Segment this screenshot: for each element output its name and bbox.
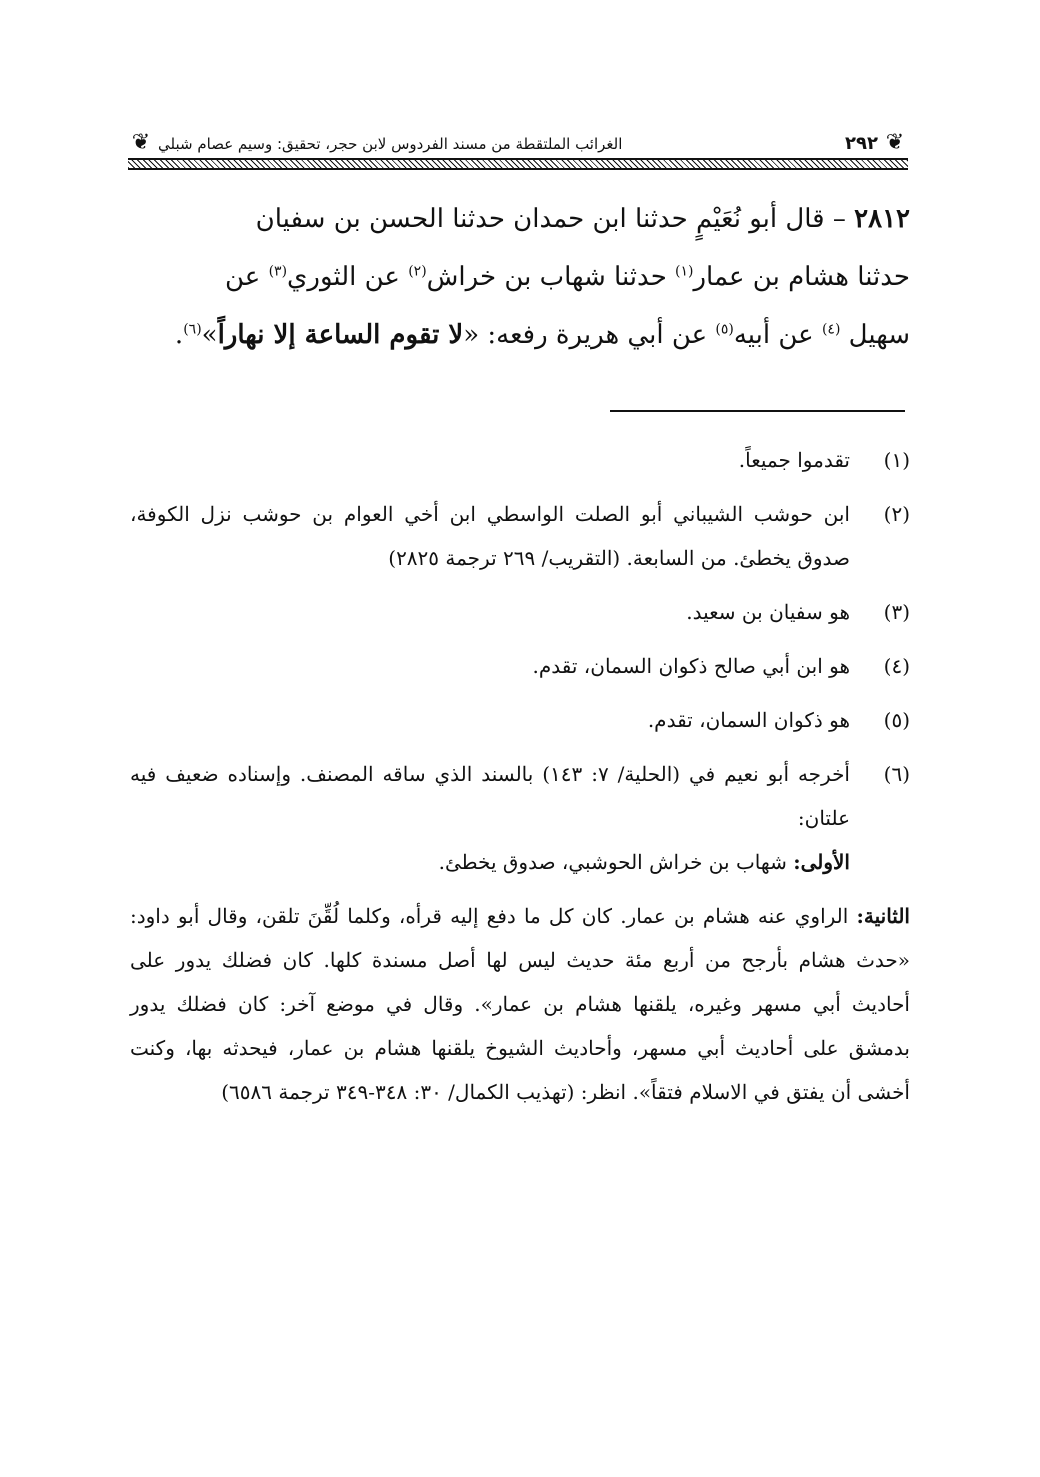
footnote-text: تقدموا جميعاً. <box>738 448 850 472</box>
footnotes <box>130 438 910 1114</box>
hadith-text-segment: . <box>174 320 184 350</box>
footnote-6 <box>130 752 910 884</box>
hadith-text-segment: حدثنا شهاب بن خراش <box>426 262 676 292</box>
footnote-ref-3: (٣) <box>268 263 288 280</box>
first-text: شهاب بن خراش الحوشبي، صدوق يخطئ. <box>438 850 794 874</box>
footnote-6-continuation <box>130 894 910 1114</box>
footnote-number: (٥) <box>883 708 910 732</box>
footnote-3 <box>130 590 910 634</box>
hadith-text-segment: سهيل <box>840 320 910 350</box>
footnote-separator <box>610 410 905 412</box>
footnote-ref-2: (٢) <box>408 263 427 280</box>
running-title: الغرائب الملتقطة من مسند الفردوس لابن حجر، تحقيق: وسيم عصام شبلي <box>158 135 623 153</box>
header-rule <box>128 158 908 170</box>
footnote-number: (١) <box>883 448 910 472</box>
hadith-line-3 <box>130 306 910 364</box>
footnote-6-intro: أخرجه أبو نعيم في (الحلية/ ٧: ١٤٣) بالسند الذي ساقه المصنف. وإسناده ضعيف فيه علتان: <box>130 762 850 830</box>
footnote-number: (٣) <box>883 600 910 624</box>
hadith-text-segment: عن أبي هريرة رفعه: « <box>463 320 716 350</box>
hadith-line-1-text: – قال أبو نُعَيْمٍ حدثنا ابن حمدان حدثنا الحسن بن سفيان <box>255 204 846 234</box>
second-label: الثانية: <box>856 904 910 928</box>
page-header <box>128 128 908 170</box>
footnote-text: ابن حوشب الشيباني أبو الصلت الواسطي ابن أخي العوام بن حوشب نزل الكوفة، صدوق يخطئ. من السابعة. (التقريب/ ٢٦٩ ترجمة ٢٨٢٥) <box>130 502 850 570</box>
hadith-text-segment: » <box>201 320 218 350</box>
page-number: ٢٩٢ <box>845 133 878 154</box>
footnote-text: هو ابن أبي صالح ذكوان السمان، تقدم. <box>532 654 850 678</box>
footnote-6-second <box>130 894 910 1114</box>
footnote-text: هو سفيان بن سعيد. <box>686 600 850 624</box>
footnote-2 <box>130 492 910 580</box>
ornament-right-icon: ❦ <box>885 130 905 155</box>
footnote-ref-1: (١) <box>675 263 694 280</box>
footnote-4 <box>130 644 910 688</box>
hadith-text <box>130 190 910 364</box>
footnote-1 <box>130 438 910 482</box>
footnote-5 <box>130 698 910 742</box>
header-text <box>158 134 878 154</box>
first-label: الأولى: <box>793 850 850 874</box>
ornament-left-icon: ❦ <box>131 130 151 155</box>
hadith-text-segment: عن أبيه <box>733 320 822 350</box>
footnote-ref-4: (٤) <box>821 321 841 338</box>
footnote-number: (٢) <box>883 502 910 526</box>
second-text: الراوي عنه هشام بن عمار. كان كل ما دفع إليه قرأه، وكلما لُقِّنَ تلقن، وقال أبو داود: «حدث هشام بأرجح من أربع مئة حديث ليس لها أصل مسندة كلها. كان فضلك يدور على أحاديث أبي مسهر وغيره، يلقنها هشام بن عمار». وقال في موضع آخر: كان فضلك يدور بدمشق على أحاديث أبي مسهر، وأحاديث الشيوخ يلقنها هشام بن عمار، فيحدثه بها، وكنت أخشى أن يفتق في الاسلام فتقاً». انظر: (تهذيب الكمال/ ٣٠: ٣٤٨-٣٤٩ ترجمة ٦٥٨٦) <box>130 904 910 1104</box>
footnote-text <box>130 752 850 884</box>
footnote-text: هو ذكوان السمان، تقدم. <box>647 708 850 732</box>
hadith-matn: لا تقوم الساعة إلا نهاراً <box>217 320 464 350</box>
footnote-ref-5: (٥) <box>715 321 734 338</box>
footnote-number: (٦) <box>883 762 910 786</box>
footnote-6-first <box>130 840 850 884</box>
hadith-text-segment: عن <box>224 262 269 292</box>
hadith-line-2 <box>130 248 910 306</box>
hadith-text-segment: عن الثوري <box>287 262 409 292</box>
hadith-line-1 <box>130 190 910 248</box>
footnote-ref-6: (٦) <box>183 321 202 338</box>
hadith-number: ٢٨١٢ <box>854 204 910 234</box>
footnote-number: (٤) <box>883 654 910 678</box>
hadith-text-segment: حدثنا هشام بن عمار <box>693 262 910 292</box>
